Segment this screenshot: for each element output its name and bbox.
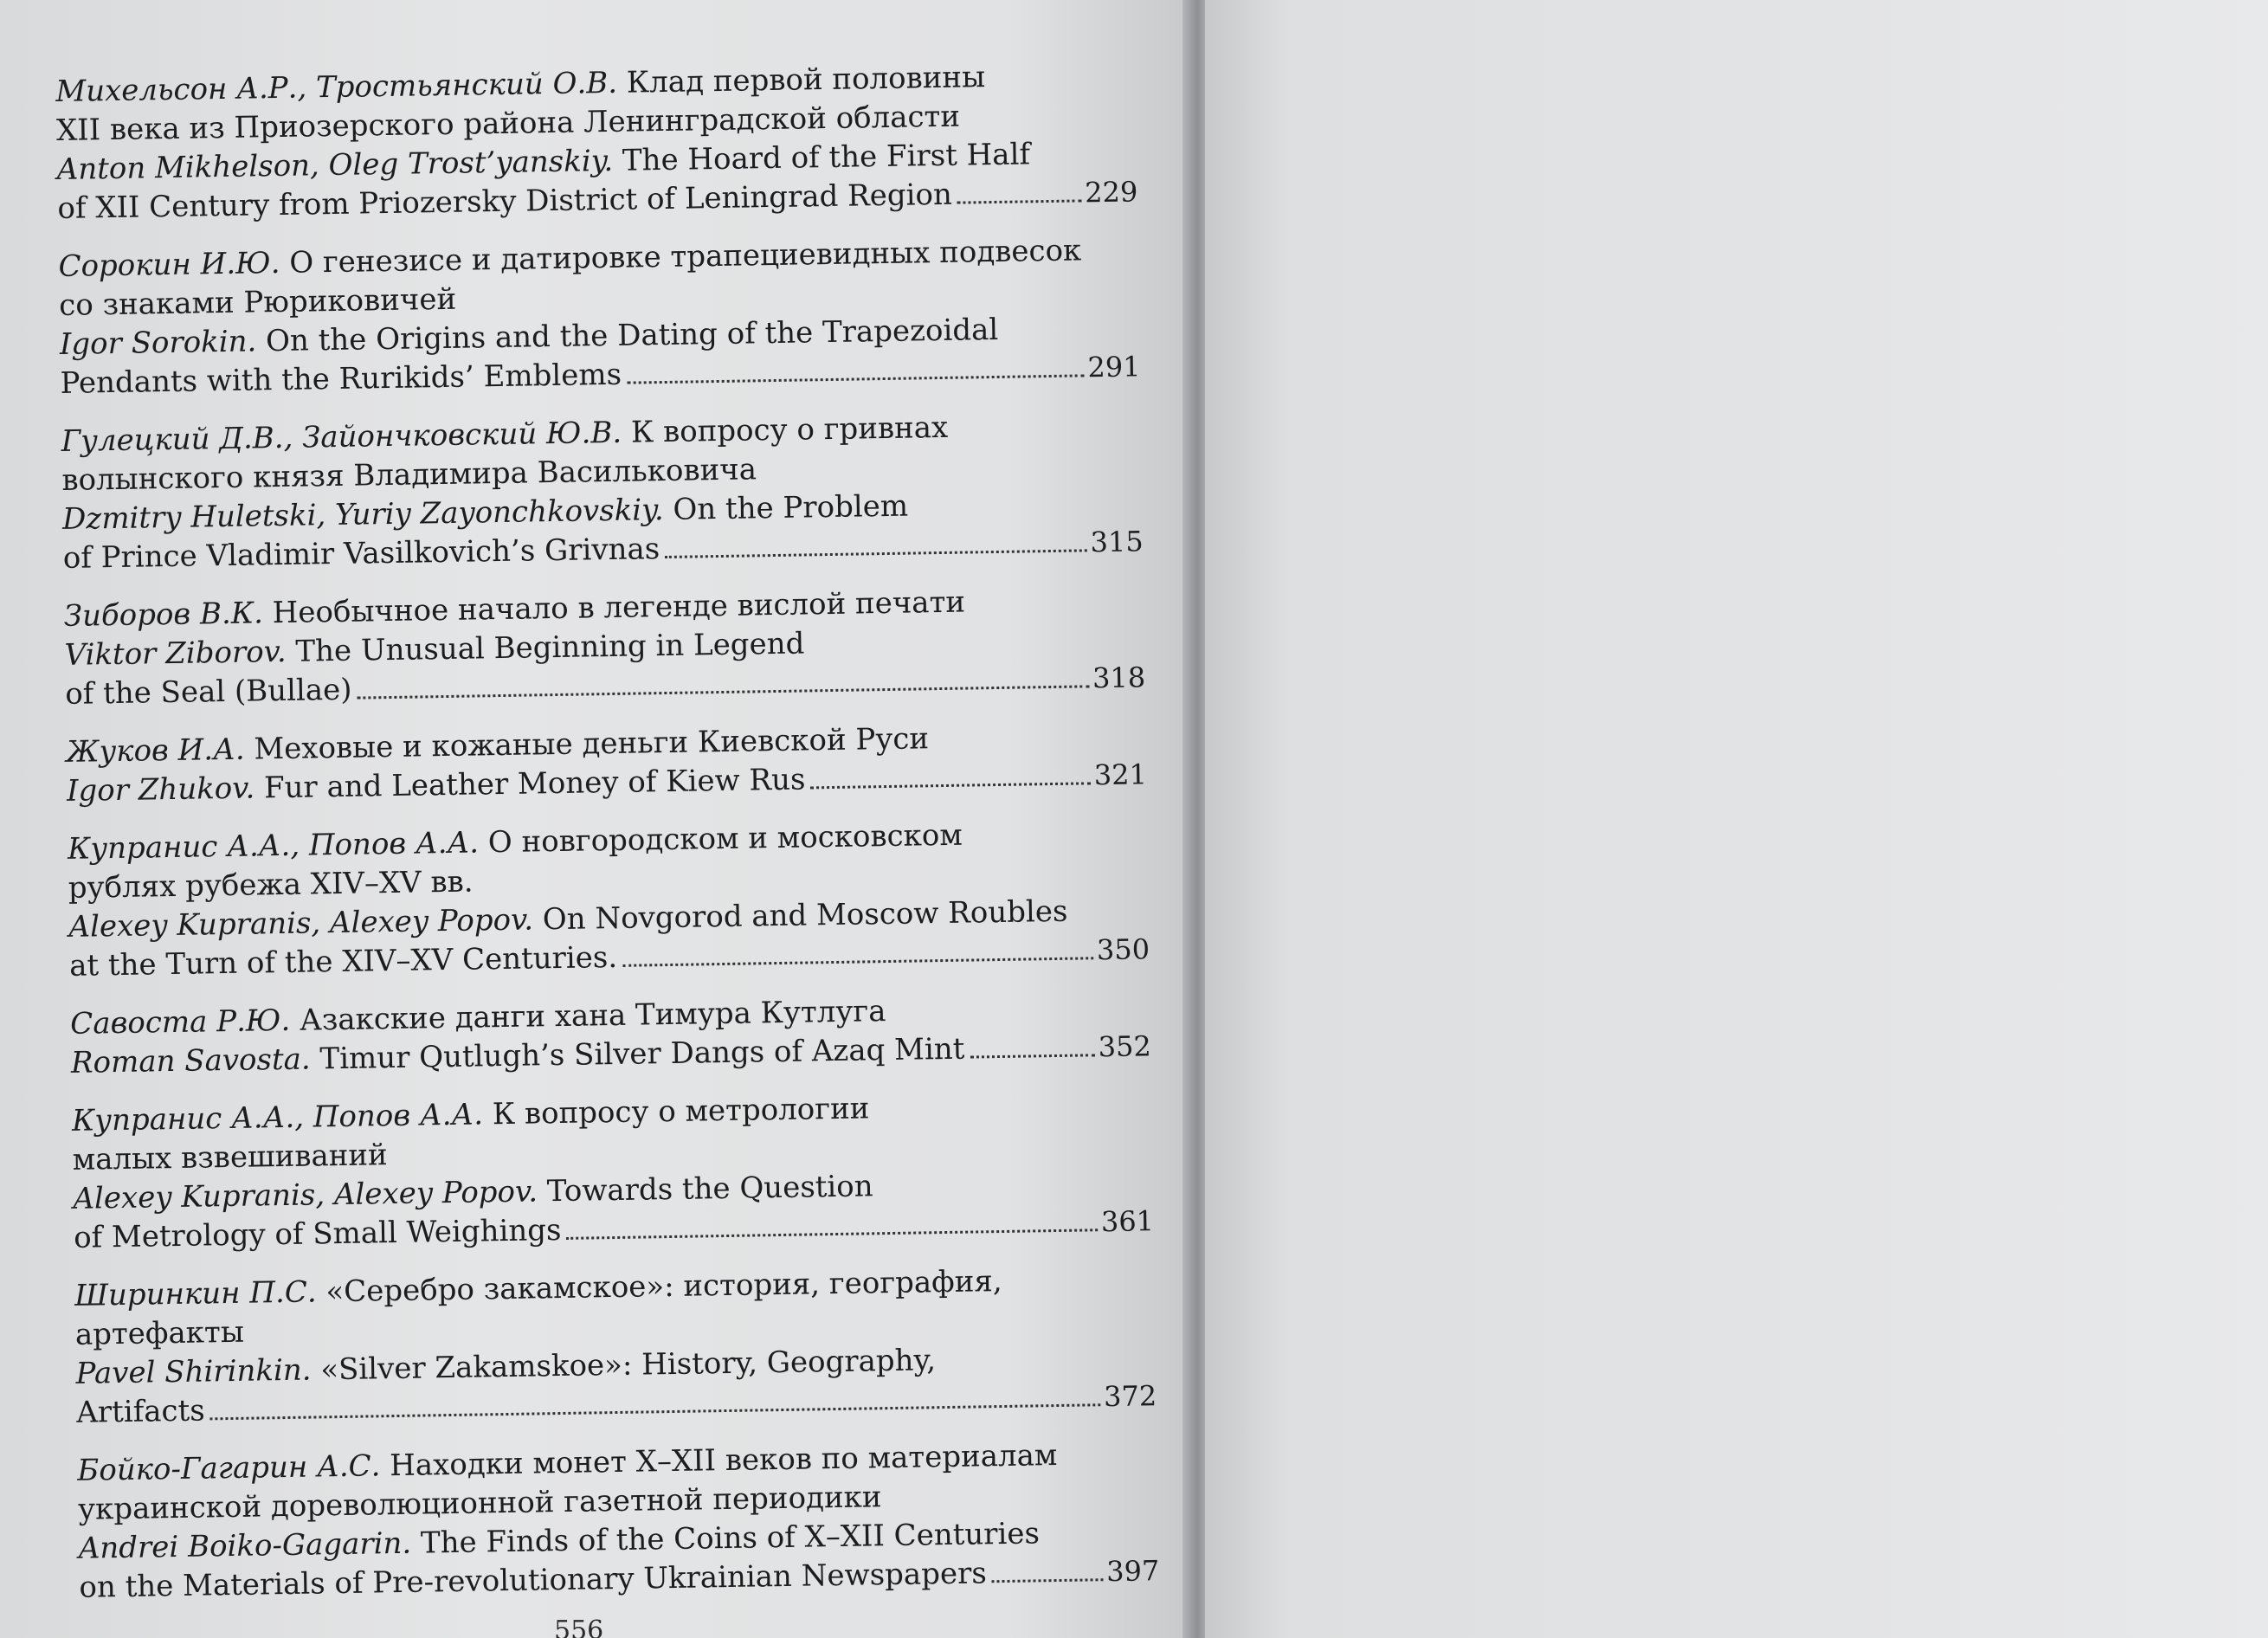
ru-title-text: «Серебро закамское»: история, география, — [325, 1263, 1002, 1310]
page-ref: 372 — [1103, 1379, 1157, 1414]
ru-title-text: со знаками Рюриковичей — [58, 281, 457, 323]
toc-entry — [74, 1260, 1157, 1433]
en-title-part: Fur and Leather Money of Kiew Rus — [263, 762, 806, 806]
page-ref: 361 — [1100, 1204, 1155, 1239]
right-page — [1205, 0, 2268, 1638]
page-ref: 229 — [1084, 175, 1138, 210]
toc-entry — [61, 405, 1144, 578]
ru-author: Савоста Р.Ю. — [69, 1003, 291, 1041]
ru-title-text: Клад первой половины — [626, 60, 986, 100]
ru-title-text: малых взвешиваний — [72, 1138, 388, 1177]
ru-title-text: XII века из Приозерского района Ленинградской области — [55, 99, 961, 148]
en-title-text — [69, 938, 618, 986]
ru-title-text: Меховые и кожаные деньги Киевской Руси — [254, 721, 930, 767]
en-title-part: The Hoard of the First Half — [622, 137, 1031, 178]
en-author: Andrei Boiko-Gagarin. — [78, 1525, 412, 1566]
en-author: Alexey Kupranis, Alexey Popov. — [73, 1174, 538, 1216]
ru-title-text: О генезисе и датировке трапециевидных подвесок — [288, 233, 1082, 281]
ru-title-text: Необычное начало в легенде вислой печати — [272, 584, 966, 631]
toc-entry — [72, 1085, 1155, 1258]
ru-author: Жуков И.А. — [66, 732, 245, 770]
ru-title-text: артефакты — [74, 1314, 245, 1352]
en-author: Roman Savosta. — [70, 1041, 311, 1080]
en-title-text — [60, 356, 622, 403]
en-title-part: Artifacts — [76, 1393, 205, 1430]
ru-author: Бойко-Гагарин А.С. — [77, 1448, 381, 1488]
en-title-part: «Silver Zakamskoe»: History, Geography, — [319, 1343, 937, 1388]
ru-author: Купранис А.А., Попов А.А. — [71, 1097, 484, 1138]
en-title-part: of XII Century from Priozersky District of Leningrad Region — [57, 177, 953, 226]
toc-entry — [70, 988, 1151, 1083]
toc-entry — [77, 1435, 1160, 1608]
en-author: Viktor Ziborov. — [64, 634, 287, 673]
ru-title-text: К вопросу о гривнах — [630, 410, 949, 450]
dot-leader — [970, 1054, 1094, 1058]
en-title-part: of the Seal (Bullae) — [64, 672, 352, 712]
ru-title-text: К вопросу о метрологии — [492, 1091, 870, 1132]
page-ref: 350 — [1096, 932, 1150, 967]
en-title-text — [76, 1391, 205, 1432]
page-ref: 291 — [1087, 350, 1141, 384]
en-author: Alexey Kupranis, Alexey Popov. — [68, 902, 534, 945]
page-ref: 318 — [1092, 661, 1146, 695]
page-ref: 321 — [1093, 758, 1148, 792]
en-title-part: Timur Qutlugh’s Silver Dangs of Azaq Mint — [319, 1031, 965, 1077]
en-author: Pavel Shirinkin. — [75, 1352, 312, 1391]
dot-leader — [811, 782, 1091, 789]
ru-title-text: Азакские данги хана Тимура Кутлуга — [299, 994, 886, 1038]
toc-entry — [66, 716, 1147, 811]
en-title-part: Pendants with the Rurikids’ Emblems — [60, 357, 622, 401]
page-ref: 352 — [1098, 1029, 1152, 1064]
en-title-part: The Finds of the Coins of X–XII Centuries — [420, 1516, 1041, 1561]
page-ref: 315 — [1090, 525, 1144, 559]
ru-author: Зиборов В.К. — [63, 596, 264, 634]
ru-title-text: Находки монет X–XII веков по материалам — [389, 1438, 1058, 1484]
toc-entry — [68, 813, 1150, 986]
en-title-text — [65, 671, 352, 714]
dot-leader — [622, 957, 1093, 967]
en-title-part: On Novgorod and Moscow Roubles — [542, 893, 1068, 938]
dot-leader — [210, 1403, 1100, 1420]
en-title-part: of Prince Vladimir Vasilkovich’s Grivnas — [62, 532, 660, 576]
page-ref: 397 — [1105, 1554, 1160, 1589]
en-author: Igor Zhukov. — [66, 771, 255, 809]
ru-author: Ширинкин П.С. — [74, 1274, 317, 1313]
en-author: Anton Mikhelson, Oleg Trost’yanskiy. — [56, 143, 614, 187]
ru-title-text: украинской дореволюционной газетной периодики — [77, 1480, 882, 1527]
ru-author: Сорокин И.Ю. — [58, 245, 280, 284]
ru-author: Гулецкий Д.В., Зайончковский Ю.В. — [61, 415, 622, 459]
ru-author: Купранис А.А., Попов А.А. — [67, 825, 480, 867]
toc-entry — [64, 580, 1146, 714]
en-title-part: On the Origins and the Dating of the Trapezoidal — [265, 312, 999, 359]
en-author: Igor Sorokin. — [59, 324, 257, 362]
en-title-part: on the Materials of Pre-revolutionary Ukrainian Newspapers — [79, 1556, 988, 1605]
en-title-part: The Unusual Beginning in Legend — [295, 626, 805, 669]
dot-leader — [567, 1228, 1099, 1240]
en-title-text — [62, 530, 660, 578]
dot-leader — [358, 685, 1090, 699]
left-page-number: 556 — [554, 1615, 604, 1638]
left-contents-column — [55, 55, 1160, 1626]
dot-leader — [627, 374, 1084, 384]
toc-entry — [58, 230, 1141, 403]
en-author: Dzmitry Huletski, Yuriy Zayonchkovskiy. — [61, 493, 664, 537]
en-title-part: On the Problem — [673, 488, 909, 527]
en-title-part: of Metrology of Small Weighings — [73, 1212, 562, 1255]
ru-title-text: рублях рубежа XIV–XV вв. — [68, 864, 474, 906]
dot-leader — [992, 1578, 1104, 1583]
ru-title-text: О новгородском и московском — [487, 817, 963, 861]
ru-author: Михельсон А.Р., Тростьянский О.В. — [55, 65, 618, 109]
en-title-text — [74, 1211, 562, 1258]
en-title-part: at the Turn of the XIV–XV Centuries. — [68, 939, 618, 983]
toc-entry — [55, 55, 1138, 229]
en-title-part: Towards the Question — [546, 1169, 873, 1209]
dot-leader — [665, 549, 1086, 558]
ru-title-text: волынского князя Владимира Васильковича — [61, 452, 757, 498]
dot-leader — [957, 199, 1081, 203]
